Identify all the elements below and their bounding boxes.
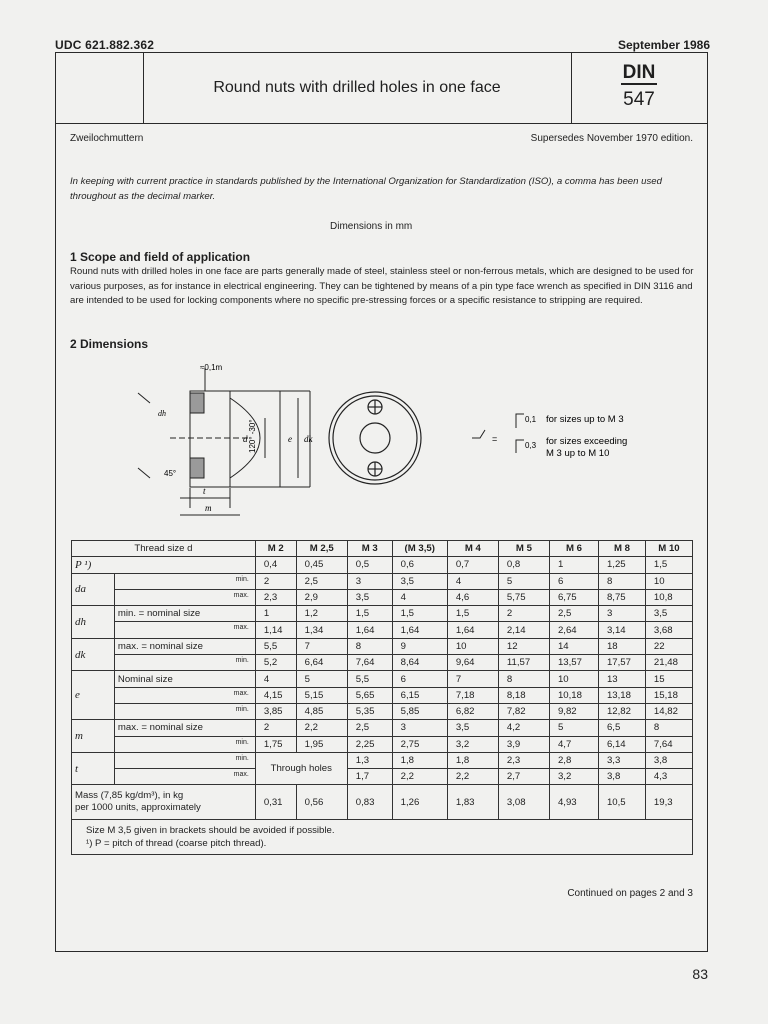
max-nominal-label: max. = nominal size — [117, 722, 203, 734]
max-label: max. — [233, 624, 249, 632]
section-1-heading: 1 Scope and field of application — [70, 250, 251, 264]
table-cell: 1,25 — [598, 557, 645, 573]
table-cell: 4,6 — [447, 589, 498, 605]
page-number: 83 — [692, 966, 708, 982]
table-cell: 3,2 — [447, 736, 498, 752]
table-cell: 2 — [498, 606, 549, 622]
table-row — [72, 687, 693, 703]
din-number: 547 — [623, 89, 655, 110]
table-cell: 7 — [447, 671, 498, 687]
table-row — [72, 655, 693, 671]
table-row — [72, 720, 693, 736]
supersedes-note: Supersedes November 1970 edition. — [530, 133, 693, 144]
nut-drawing — [120, 358, 680, 520]
table-cell: 3,2 — [549, 769, 598, 785]
row-label-dh: dh — [72, 606, 115, 639]
table-row — [72, 573, 693, 589]
table-cell: 1,75 — [255, 736, 296, 752]
table-cell: 8,75 — [598, 589, 645, 605]
decimal-marker-note: In keeping with current practice in standards published by the International Organization for Standardization (ISO), a comma has been used throughout as the decimal marker. — [70, 176, 662, 202]
table-cell: 9 — [392, 638, 447, 654]
table-row — [72, 671, 693, 687]
table-row — [72, 606, 693, 622]
table-cell: 0,4 — [255, 557, 296, 573]
table-cell: 1,64 — [392, 622, 447, 638]
table-cell: 0,6 — [392, 557, 447, 573]
table-cell: 7,82 — [498, 703, 549, 719]
table-cell: 9,64 — [447, 655, 498, 671]
table-cell: 13,57 — [549, 655, 598, 671]
table-row — [72, 769, 693, 785]
table-cell: 0,83 — [347, 785, 392, 820]
table-cell: 5,85 — [392, 703, 447, 719]
row-label-da: da — [72, 573, 115, 606]
table-cell: 2,75 — [392, 736, 447, 752]
table-cell: 1,3 — [347, 752, 392, 768]
table-cell: 5 — [498, 573, 549, 589]
table-cell: 11,57 — [498, 655, 549, 671]
min-label: min. — [235, 657, 249, 665]
table-cell: 15,18 — [645, 687, 692, 703]
min-nominal-label: min. = nominal size — [117, 608, 201, 620]
e-label: e — [288, 434, 292, 444]
table-cell: 1,95 — [296, 736, 347, 752]
table-cell: 7,64 — [347, 655, 392, 671]
din-logo: DIN — [622, 62, 656, 83]
table-cell: 10 — [645, 573, 692, 589]
table-cell: 3,85 — [255, 703, 296, 719]
table-cell: 4,3 — [645, 769, 692, 785]
chamfer-label: 45° — [164, 469, 177, 478]
table-cell: 1,64 — [447, 622, 498, 638]
row-label-dk: dk — [72, 638, 115, 671]
table-cell: 4,85 — [296, 703, 347, 719]
front-view — [329, 392, 421, 484]
table-cell: 5 — [549, 720, 598, 736]
tolerance-note-1: for sizes up to M 3 — [546, 414, 624, 425]
table-cell: 5,75 — [498, 589, 549, 605]
title-block — [56, 53, 707, 124]
max-label: max. — [233, 771, 249, 779]
table-cell: 13,18 — [598, 687, 645, 703]
angle-label: 120° -30° — [248, 419, 257, 453]
max-label: max. — [233, 689, 249, 697]
t-label: t — [203, 486, 206, 496]
table-cell: 1 — [549, 557, 598, 573]
table-cell: 10,5 — [598, 785, 645, 820]
table-cell: 3,5 — [645, 606, 692, 622]
table-cell: 7,18 — [447, 687, 498, 703]
table-cell: 5,35 — [347, 703, 392, 719]
tolerance-note-2b: M 3 up to M 10 — [546, 448, 610, 459]
mass-label-cell — [72, 785, 256, 820]
continued-note: Continued on pages 2 and 3 — [567, 888, 693, 899]
table-cell: 1,5 — [347, 606, 392, 622]
size-header: M 10 — [645, 541, 692, 557]
table-cell: 4,93 — [549, 785, 598, 820]
table-cell: 8 — [347, 638, 392, 654]
table-cell: 1,5 — [447, 606, 498, 622]
table-cell: 0,7 — [447, 557, 498, 573]
table-footnote-row — [72, 820, 693, 855]
footnote-brackets: Size M 3,5 given in brackets should be avoided if possible. — [86, 825, 335, 837]
equals-sign: = — [492, 434, 498, 444]
table-cell: 6 — [549, 573, 598, 589]
table-cell: 6,64 — [296, 655, 347, 671]
table-cell: 3,8 — [598, 769, 645, 785]
table-cell: 3 — [347, 573, 392, 589]
min-label: min. — [235, 738, 249, 746]
table-cell: 2,7 — [498, 769, 549, 785]
table-cell: 6,75 — [549, 589, 598, 605]
size-header: M 2 — [255, 541, 296, 557]
table-cell: 3,5 — [447, 720, 498, 736]
table-cell: 3,9 — [498, 736, 549, 752]
table-cell: 4,2 — [498, 720, 549, 736]
table-cell: 6,82 — [447, 703, 498, 719]
tolerance-value-2: 0,3 — [525, 441, 537, 450]
table-header-row — [72, 541, 693, 557]
table-cell: 4,15 — [255, 687, 296, 703]
table-cell: 1,8 — [392, 752, 447, 768]
table-cell: 4 — [255, 671, 296, 687]
table-cell: 3,14 — [598, 622, 645, 638]
mass-label-line-2: per 1000 units, approximately — [75, 802, 201, 814]
table-cell: 15 — [645, 671, 692, 687]
table-cell: 2,3 — [255, 589, 296, 605]
table-cell: 2,14 — [498, 622, 549, 638]
mass-label-line-1: Mass (7,85 kg/dm³), in kg — [75, 790, 184, 802]
table-cell: 6 — [392, 671, 447, 687]
table-cell: 5,5 — [255, 638, 296, 654]
row-label-p: P ¹) — [72, 557, 256, 573]
upper-hole-section — [190, 393, 204, 413]
table-cell: 10,18 — [549, 687, 598, 703]
table-cell: 17,57 — [598, 655, 645, 671]
surface-symbols — [472, 414, 524, 453]
table-cell: 10,8 — [645, 589, 692, 605]
title-block-blank — [56, 53, 144, 123]
udc-number: UDC 621.882.362 — [55, 38, 155, 52]
size-header: M 2,5 — [296, 541, 347, 557]
table-cell: 6,15 — [392, 687, 447, 703]
table-cell: 0,8 — [498, 557, 549, 573]
table-cell: 3,08 — [498, 785, 549, 820]
table-cell: 3,5 — [347, 589, 392, 605]
table-cell: 0,45 — [296, 557, 347, 573]
issue-date: September 1986 — [617, 38, 710, 52]
table-cell: 2 — [255, 720, 296, 736]
table-cell: 0,5 — [347, 557, 392, 573]
table-cell: 6,5 — [598, 720, 645, 736]
min-label: min. — [235, 705, 249, 713]
table-cell: 1,5 — [645, 557, 692, 573]
table-cell: 1 — [255, 606, 296, 622]
table-cell: 5,5 — [347, 671, 392, 687]
table-cell: 2 — [255, 573, 296, 589]
table-cell: 5,15 — [296, 687, 347, 703]
table-cell: 3,5 — [392, 573, 447, 589]
thread-size-label: Thread size d — [72, 541, 256, 557]
table-cell: 2,5 — [347, 720, 392, 736]
table-cell: 2,9 — [296, 589, 347, 605]
table-cell: 3,3 — [598, 752, 645, 768]
table-row — [72, 785, 693, 820]
table-cell: 1,26 — [392, 785, 447, 820]
table-cell: 5,2 — [255, 655, 296, 671]
table-cell: 8 — [498, 671, 549, 687]
row-label-e: e — [72, 671, 115, 720]
table-cell: 22 — [645, 638, 692, 654]
table-cell: 8 — [645, 720, 692, 736]
max-label: max. — [233, 591, 249, 599]
table-cell: 1,5 — [392, 606, 447, 622]
tolerance-value-1: 0,1 — [525, 415, 537, 424]
table-cell: 8,64 — [392, 655, 447, 671]
table-cell: 7,64 — [645, 736, 692, 752]
table-cell: 5,65 — [347, 687, 392, 703]
table-cell: 7 — [296, 638, 347, 654]
table-cell: 1,83 — [447, 785, 498, 820]
table-cell: 1,8 — [447, 752, 498, 768]
table-row — [72, 638, 693, 654]
table-footnotes — [72, 820, 693, 855]
table-cell: 14,82 — [645, 703, 692, 719]
max-nominal-label: max. = nominal size — [117, 640, 203, 652]
dimensions-table — [71, 540, 693, 855]
size-header: M 5 — [498, 541, 549, 557]
table-cell: 1,14 — [255, 622, 296, 638]
table-cell: 1,64 — [347, 622, 392, 638]
row-label-m: m — [72, 720, 115, 753]
tolerance-top-label: ≈0,1m — [200, 363, 223, 372]
table-cell: 12,82 — [598, 703, 645, 719]
dk-label: dk — [304, 434, 313, 444]
size-header: (M 3,5) — [392, 541, 447, 557]
table-cell: 8 — [598, 573, 645, 589]
size-header: M 3 — [347, 541, 392, 557]
table-cell: 4,7 — [549, 736, 598, 752]
table-row — [72, 622, 693, 638]
table-row — [72, 703, 693, 719]
section-1-text: Round nuts with drilled holes in one face are parts generally made of steel, stainless steel or non-ferrous metals, which are designed to be used for various purposes, as for instance in electrical engineering. They can be tightened by means of a pin type face wrench as specified in DIN 3116 and are intended to be used for locking components where no specific pre-stressing forces or a specific resistance to stripping are required. — [70, 266, 694, 306]
table-cell: 21,48 — [645, 655, 692, 671]
table-cell: 3 — [598, 606, 645, 622]
table-cell: 1,2 — [296, 606, 347, 622]
table-cell: 2,5 — [296, 573, 347, 589]
table-cell: 2,2 — [447, 769, 498, 785]
table-row — [72, 557, 693, 573]
table-cell: 6,14 — [598, 736, 645, 752]
table-cell: 3 — [392, 720, 447, 736]
through-holes-cell: Through holes — [255, 752, 347, 785]
table-cell: 1,34 — [296, 622, 347, 638]
nominal-label: Nominal size — [117, 673, 173, 685]
table-cell: 4 — [447, 573, 498, 589]
document-title: Round nuts with drilled holes in one face — [143, 53, 572, 123]
table-cell: 13 — [598, 671, 645, 687]
table-cell: 8,18 — [498, 687, 549, 703]
table-cell: 2,25 — [347, 736, 392, 752]
table-cell: 14 — [549, 638, 598, 654]
lower-hole-section — [190, 458, 204, 478]
table-cell: 4 — [392, 589, 447, 605]
section-2-heading: 2 Dimensions — [70, 337, 149, 351]
din-block — [571, 53, 707, 123]
table-cell: 2,2 — [392, 769, 447, 785]
tolerance-note-2a: for sizes exceeding — [546, 436, 628, 447]
table-cell: 3,8 — [645, 752, 692, 768]
size-header: M 8 — [598, 541, 645, 557]
table-cell: 3,68 — [645, 622, 692, 638]
table-cell: 10 — [447, 638, 498, 654]
table-row — [72, 736, 693, 752]
min-label: min. — [235, 575, 249, 583]
table-cell: 0,31 — [255, 785, 296, 820]
table-cell: 2,2 — [296, 720, 347, 736]
table-cell: 5 — [296, 671, 347, 687]
table-cell: 1,7 — [347, 769, 392, 785]
table-cell: 19,3 — [645, 785, 692, 820]
dh-label: dh — [158, 409, 166, 418]
d-label: d — [243, 434, 248, 444]
m-label: m — [205, 503, 212, 513]
section-view — [138, 368, 310, 515]
table-cell: 2,8 — [549, 752, 598, 768]
german-title: Zweilochmuttern — [70, 133, 144, 144]
footnote-pitch: ¹) P = pitch of thread (coarse pitch thread). — [86, 838, 267, 850]
row-label-t: t — [72, 752, 115, 785]
table-cell: 0,56 — [296, 785, 347, 820]
dimensions-label: Dimensions in mm — [330, 221, 413, 232]
table-cell: 2,5 — [549, 606, 598, 622]
table-cell: 18 — [598, 638, 645, 654]
table-row — [72, 589, 693, 605]
size-header: M 4 — [447, 541, 498, 557]
table-row — [72, 752, 693, 768]
size-header: M 6 — [549, 541, 598, 557]
min-label: min. — [235, 754, 249, 762]
table-cell: 12 — [498, 638, 549, 654]
table-cell: 2,64 — [549, 622, 598, 638]
table-cell: 2,3 — [498, 752, 549, 768]
table-cell: 10 — [549, 671, 598, 687]
table-cell: 9,82 — [549, 703, 598, 719]
